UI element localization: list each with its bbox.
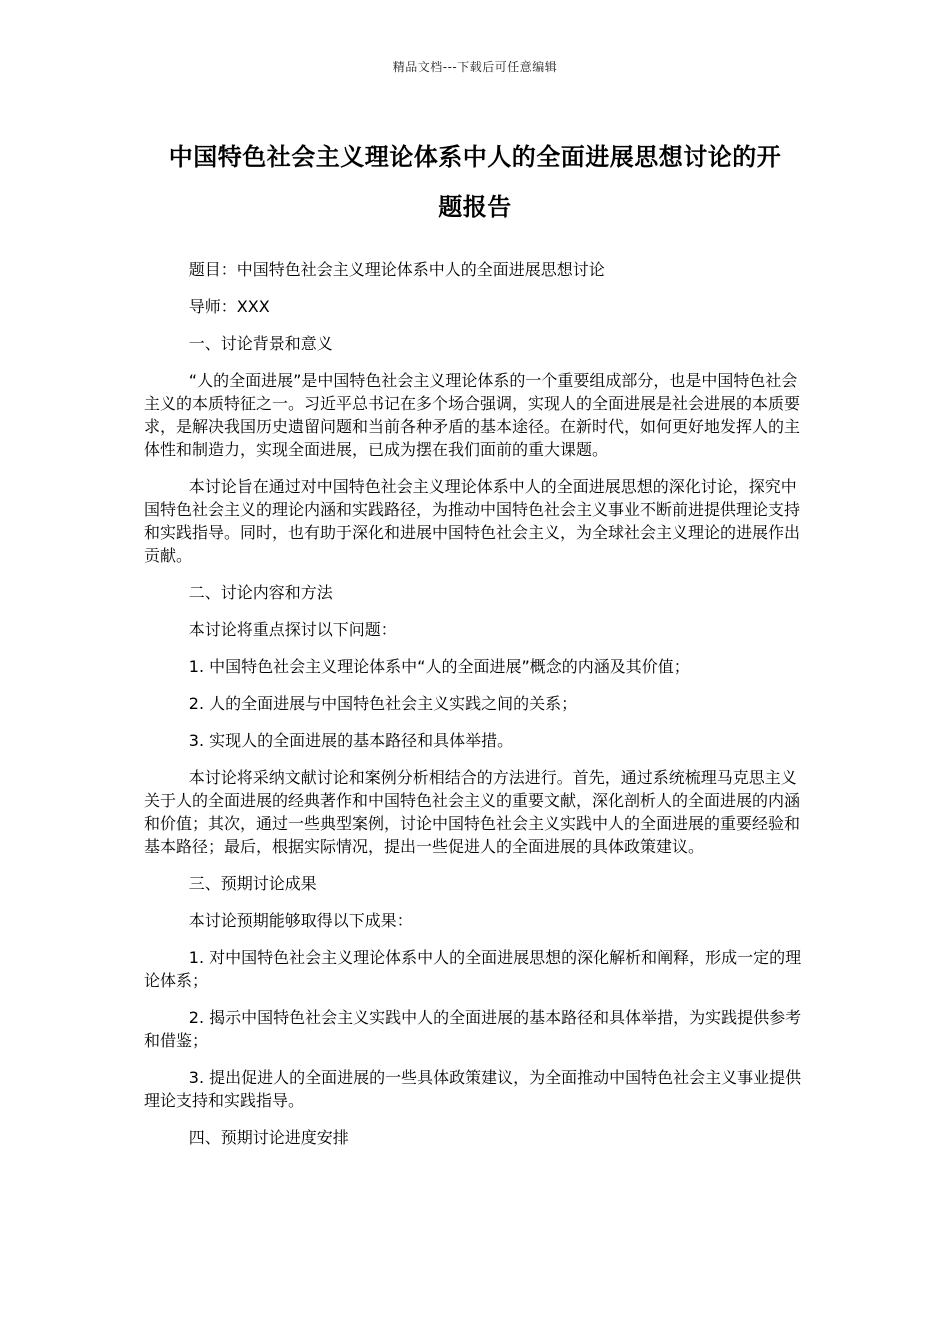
section-heading-3: 三、预期讨论成果 — [188, 874, 317, 893]
purpose-paragraph: 本讨论旨在通过对中国特色社会主义理论体系中人的全面进展思想的深化讨论，探究中国特色社会主义的理论内涵和实践路径，为推动中国特色社会主义事业不断前进提供理论支持和实践指导。同时，也有助于深化和进展中国特色社会主义，为全球社会主义理论的进展作出贡献。 — [144, 477, 801, 565]
page-header: 精品文档---下载后可任意编辑 — [392, 60, 558, 74]
title-line-1: 中国特色社会主义理论体系中人的全面进展思想讨论的开 — [168, 143, 782, 171]
question-item-1: 1. 中国特色社会主义理论体系中“人的全面进展”概念的内涵及其价值； — [188, 657, 690, 676]
advisor-line: 导师：XXX — [188, 297, 270, 316]
outcome-item-2: 2. 揭示中国特色社会主义实践中人的全面进展的基本路径和具体举措，为实践提供参考和借鉴； — [144, 1008, 802, 1050]
section-heading-2: 二、讨论内容和方法 — [188, 583, 333, 602]
outcomes-intro: 本讨论预期能够取得以下成果： — [188, 911, 413, 930]
topic-line: 题目：中国特色社会主义理论体系中人的全面进展思想讨论 — [188, 260, 605, 279]
section-heading-4: 四、预期讨论进度安排 — [188, 1128, 349, 1147]
outcome-item-1: 1. 对中国特色社会主义理论体系中人的全面进展思想的深化解析和阐释，形成一定的理论体系； — [144, 948, 802, 990]
questions-intro: 本讨论将重点探讨以下问题： — [188, 620, 397, 639]
background-paragraph: “人的全面进展”是中国特色社会主义理论体系的一个重要组成部分，也是中国特色社会主义的本质特征之一。习近平总书记在多个场合强调，实现人的全面进展是社会进展的本质要求，是解决我国历史遗留问题和当前各种矛盾的基本途径。在新时代，如何更好地发挥人的主体性和制造力，实现全面进展，已成为摆在我们面前的重大课题。 — [144, 371, 801, 459]
question-item-2: 2. 人的全面进展与中国特色社会主义实践之间的关系； — [188, 694, 578, 713]
section-heading-1: 一、讨论背景和意义 — [188, 334, 333, 353]
title-line-2: 题报告 — [438, 193, 512, 221]
question-item-3: 3. 实现人的全面进展的基本路径和具体举措。 — [188, 731, 514, 750]
document-body — [144, 132, 806, 1163]
document-title — [144, 132, 806, 232]
outcome-item-3: 3. 提出促进人的全面进展的一些具体政策建议，为全面推动中国特色社会主义事业提供理论支持和实践指导。 — [144, 1068, 802, 1110]
method-paragraph: 本讨论将采纳文献讨论和案例分析相结合的方法进行。首先，通过系统梳理马克思主义关于人的全面进展的经典著作和中国特色社会主义的重要文献，深化剖析人的全面进展的内涵和价值；其次，通过一些典型案例，讨论中国特色社会主义实践中人的全面进展的重要经验和基本路径；最后，根据实际情况，提出一些促进人的全面进展的具体政策建议。 — [144, 768, 801, 856]
